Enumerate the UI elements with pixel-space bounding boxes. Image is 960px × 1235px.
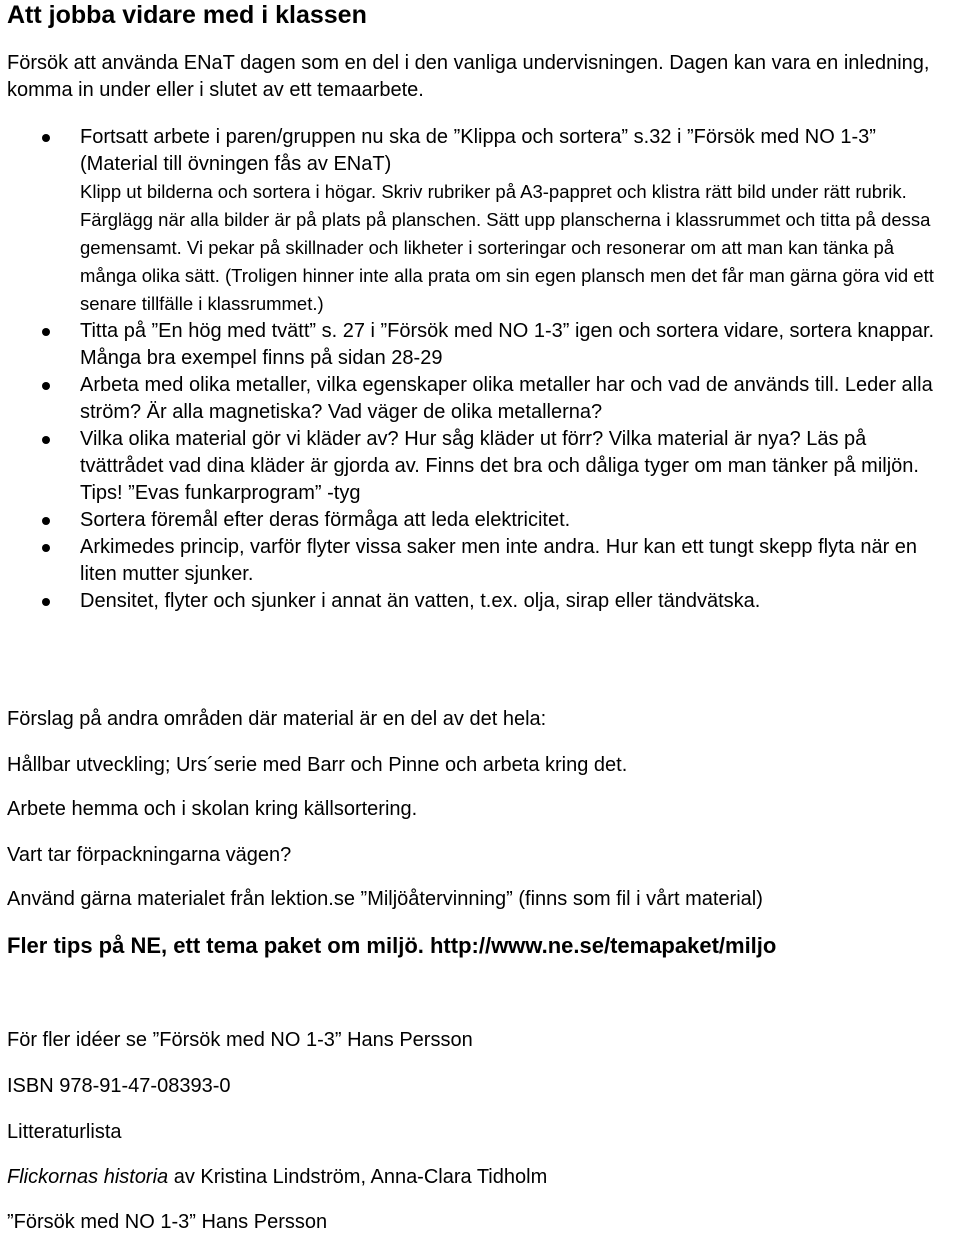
- list-item-text: Arkimedes princip, varför flyter vissa saker men inte andra. Hur kan ett tungt skepp flyta när en liten mutter sjunker.: [80, 536, 918, 585]
- list-item-text: Sortera föremål efter deras förmåga att leda elektricitet.: [80, 509, 571, 531]
- more-ideas-text: För fler idéer se ”Försök med NO 1-3” Hans Persson: [7, 1029, 473, 1051]
- activity-list: [0, 124, 945, 615]
- list-item-text: Arbeta med olika metaller, vilka egenskaper olika metaller har och vad de används till. Leder alla ström? Är alla magnetiska? Vad väger de olika metallerna?: [80, 374, 933, 423]
- bullet-icon: [42, 328, 50, 336]
- intro-paragraph: Försök att använda ENaT dagen som en del i den vanliga undervisningen. Dagen kan vara en inledning, komma in under eller i slutet av ett temaarbete.: [7, 52, 930, 101]
- bullet-icon: [42, 436, 50, 444]
- literature-title: Litteraturlista: [7, 1121, 122, 1143]
- literature-item: [7, 1164, 547, 1190]
- list-item: [0, 318, 945, 372]
- list-item: [0, 507, 945, 534]
- bullet-icon: [42, 517, 50, 525]
- literature-item: ”Försök med NO 1-3” Hans Persson: [7, 1211, 328, 1233]
- book-title: Flickornas historia: [7, 1166, 169, 1188]
- list-item-text-continued: Klipp ut bilderna och sortera i högar. Skriv rubriker på A3-pappret och klistra rätt bild under rätt rubrik. Färglägg när alla bilder är på plats på planschen. Sätt upp planscherna i klassrummet och titta på dessa gemensamt. Vi pekar på skillnader och likheter i sorteringar och resonerar om att man kan tänka på många olika sätt. (Troligen hinner inte alla prata om sin egen plansch men det får man gärna göra vid ett senare tillfälle i klassrummet.): [80, 181, 934, 314]
- list-item-text: Vilka olika material gör vi kläder av? Hur såg kläder ut förr? Vilka material är nya? Läs på tvättrådet vad dina kläder är gjorda av. Finns det bra och dåliga tyger om man tänker på miljön. Tips! ”Evas funkarprogram” -tyg: [80, 428, 919, 504]
- suggestions-title: Förslag på andra områden där material är en del av det hela:: [7, 708, 547, 730]
- suggestion-item: Arbete hemma och i skolan kring källsortering.: [7, 798, 418, 820]
- list-item: [0, 534, 945, 588]
- suggestion-item: Hållbar utveckling; Urs´serie med Barr och Pinne och arbeta kring det.: [7, 754, 628, 776]
- page-heading: Att jobba vidare med i klassen: [7, 1, 367, 29]
- list-item: [0, 588, 945, 615]
- list-item-text: Titta på ”En hög med tvätt” s. 27 i ”Försök med NO 1-3” igen och sortera vidare, sortera knappar. Många bra exempel finns på sidan 28-29: [80, 320, 935, 369]
- bullet-icon: [42, 544, 50, 552]
- book-author: av Kristina Lindström, Anna-Clara Tidholm: [168, 1166, 548, 1188]
- list-item: [0, 372, 945, 426]
- list-item-text: Fortsatt arbete i paren/gruppen nu ska de ”Klippa och sortera” s.32 i ”Försök med NO 1-3” (Material till övningen fås av ENaT): [80, 126, 876, 175]
- tips-link-text: Fler tips på NE, ett tema paket om miljö. http://www.ne.se/temapaket/miljo: [7, 933, 777, 958]
- suggestion-item: Använd gärna materialet från lektion.se ”Miljöåtervinning” (finns som fil i vårt material): [7, 888, 763, 910]
- bullet-icon: [42, 382, 50, 390]
- list-item: [0, 124, 945, 318]
- bullet-icon: [42, 598, 50, 606]
- list-item-text: Densitet, flyter och sjunker i annat än vatten, t.ex. olja, sirap eller tändvätska.: [80, 590, 761, 612]
- bullet-icon: [42, 134, 50, 142]
- list-item: [0, 426, 945, 507]
- isbn-text: ISBN 978-91-47-08393-0: [7, 1075, 231, 1097]
- suggestion-item: Vart tar förpackningarna vägen?: [7, 844, 292, 866]
